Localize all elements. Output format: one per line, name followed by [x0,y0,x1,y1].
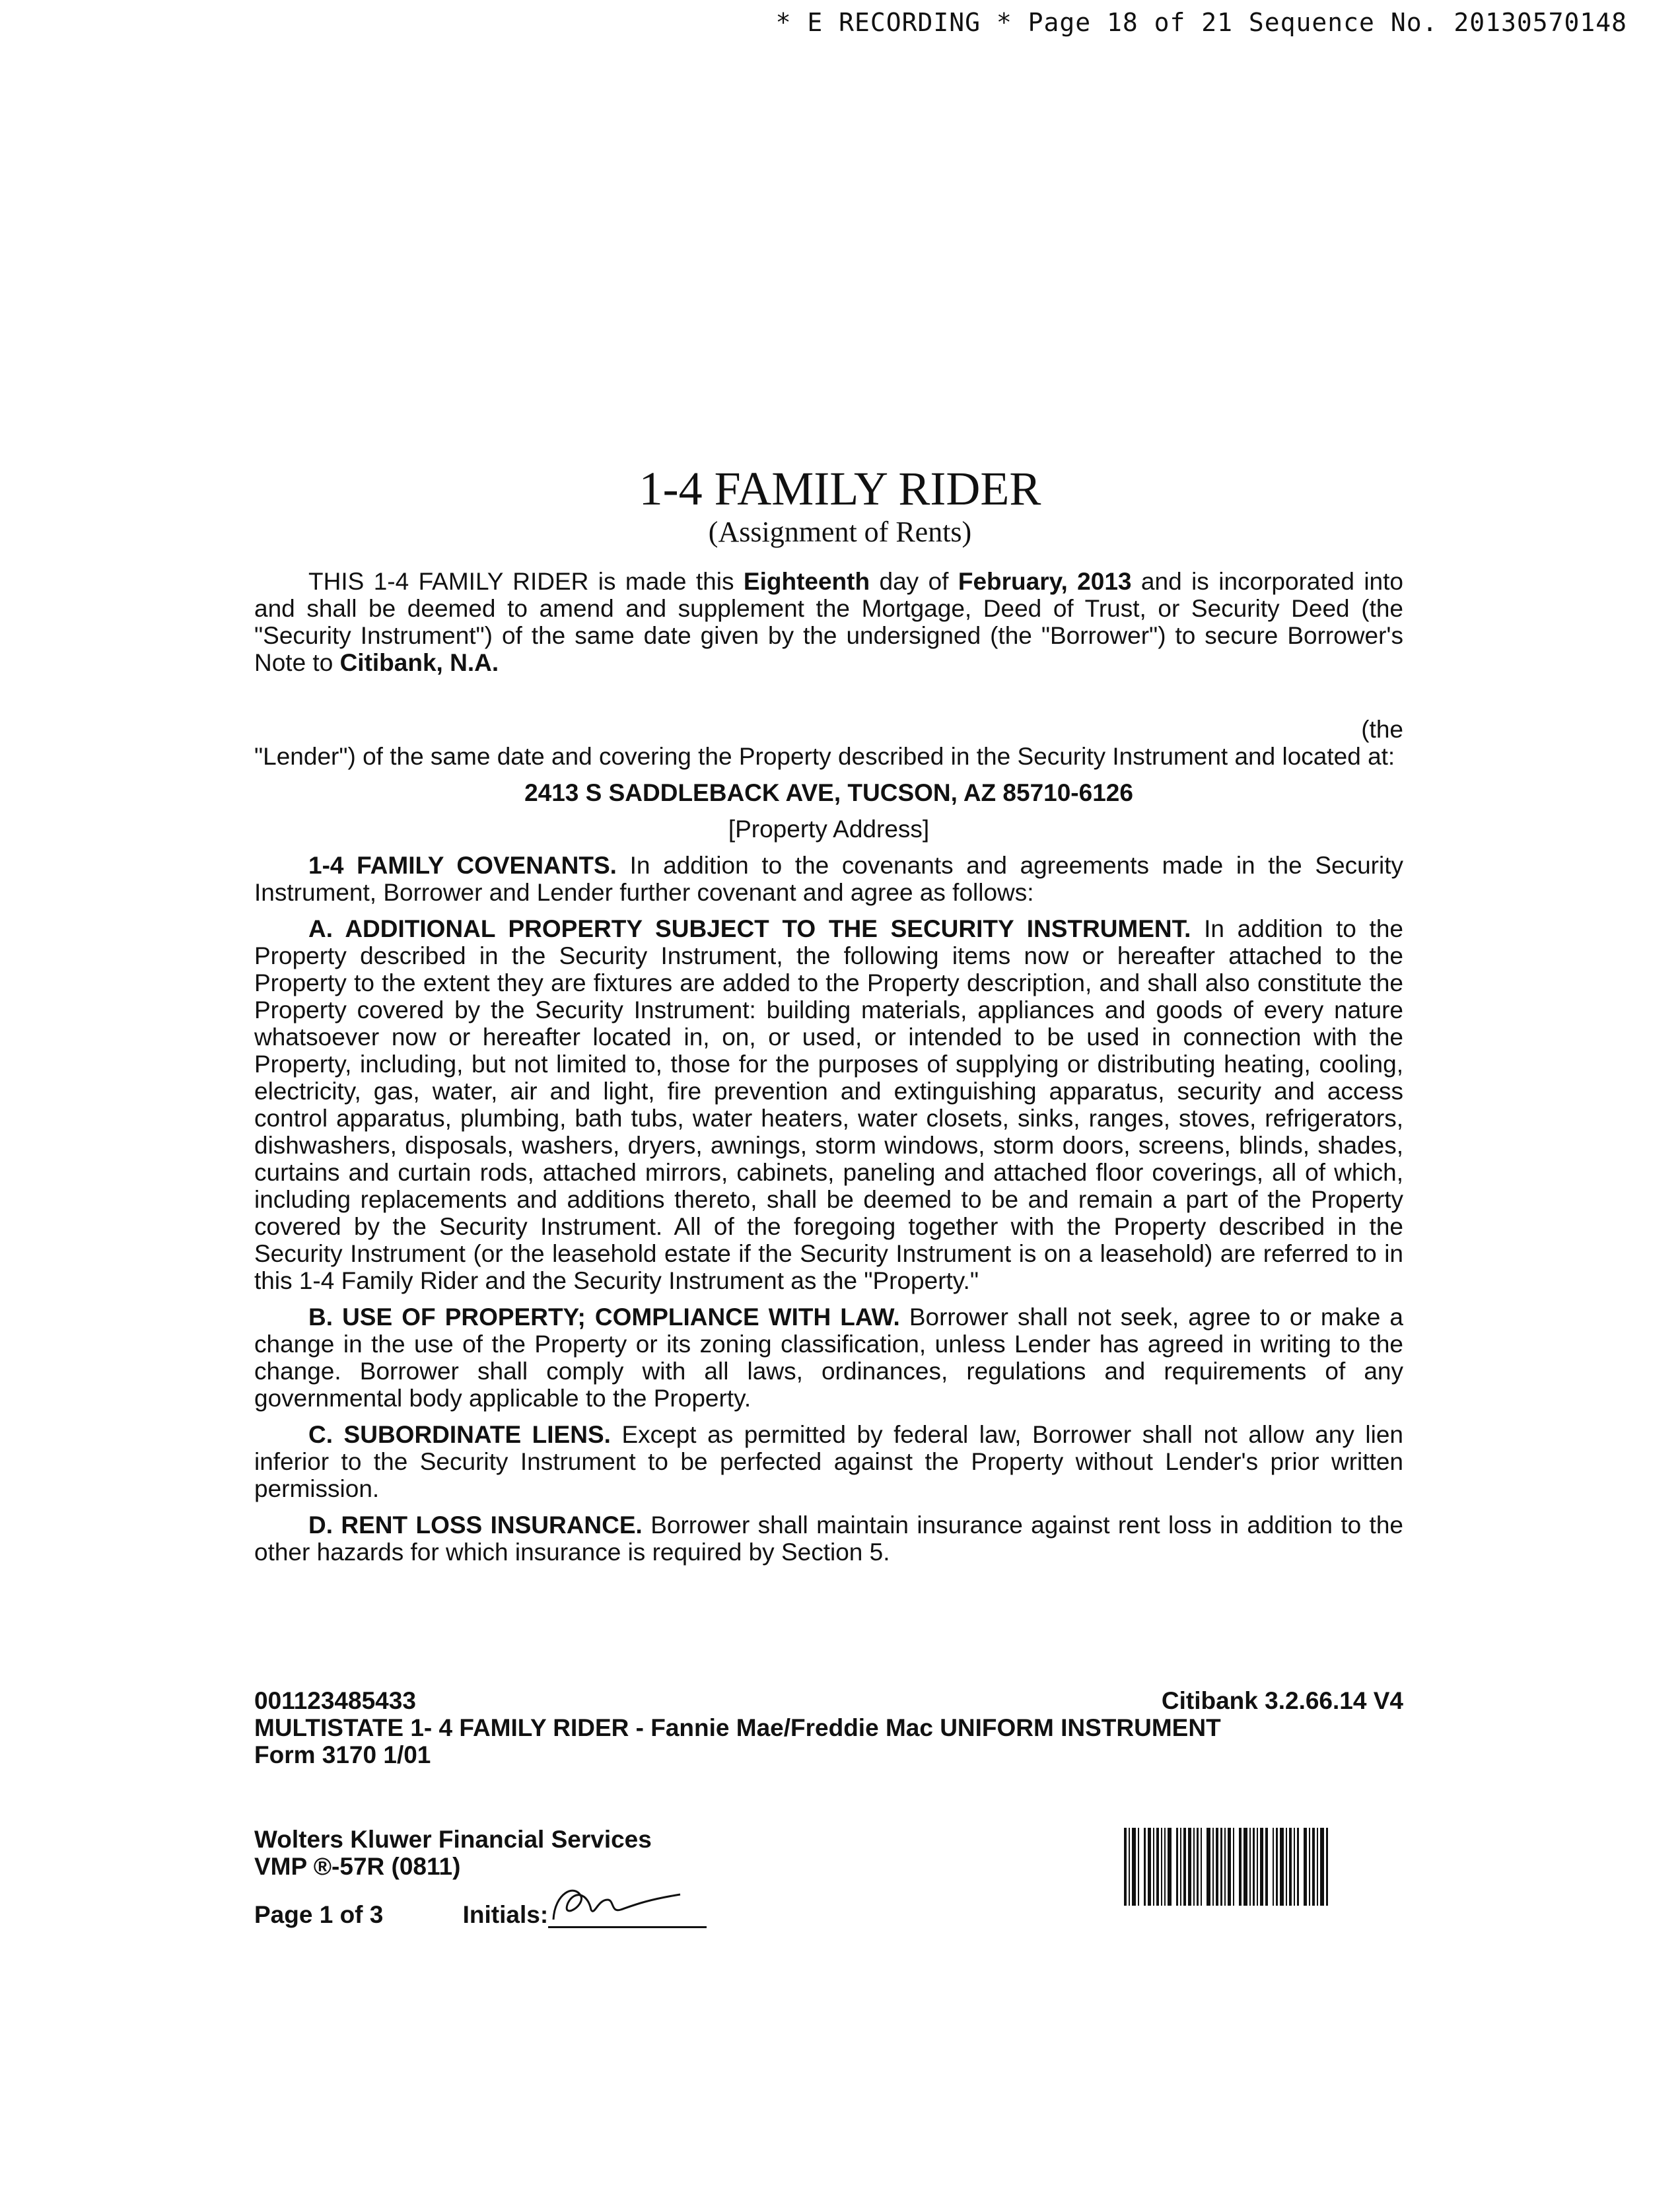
vendor-block [254,1826,707,1928]
barcode-bar [1326,1828,1328,1906]
barcode-bar [1148,1828,1151,1906]
barcode-bar [1304,1828,1307,1906]
rider-month-year: February, 2013 [958,568,1132,595]
barcode-bar [1228,1828,1231,1906]
section-d [254,1511,1403,1566]
section-c [254,1421,1403,1502]
barcode-bar [1183,1828,1186,1906]
intro-text-b: day of [870,568,958,595]
section-c-heading: C. SUBORDINATE LIENS. [308,1421,611,1448]
barcode-bar [1224,1828,1226,1906]
form-name: MULTISTATE 1- 4 FAMILY RIDER - Fannie Mae/Freddie Mac UNIFORM INSTRUMENT [254,1714,1221,1741]
barcode-bar [1188,1828,1191,1906]
barcode-bar [1273,1828,1274,1906]
barcode-bar [1207,1828,1210,1906]
barcode-bar [1216,1828,1218,1906]
vendor-company: Wolters Kluwer Financial Services [254,1826,652,1853]
barcode-bar [1197,1828,1199,1906]
barcode-bar [1260,1828,1263,1906]
barcode-bar [1153,1828,1154,1906]
vendor-code: VMP ®-57R (0811) [254,1853,461,1880]
section-b-heading: B. USE OF PROPERTY; COMPLIANCE WITH LAW. [308,1303,900,1331]
intro-paragraph [254,568,1403,676]
lender-name: Citibank, N.A. [339,649,499,676]
lender-paragraph: "Lender") of the same date and covering the Property described in the Security Instrument and located at: [254,743,1395,770]
property-address-caption: [Property Address] [728,816,930,843]
covenants-heading: 1-4 FAMILY COVENANTS. [308,852,617,879]
barcode-bar [1294,1828,1295,1906]
form-footer [254,1687,1403,1768]
barcode-bar [1253,1828,1255,1906]
barcode-bar [1309,1828,1310,1906]
barcode-bar [1193,1828,1195,1906]
barcode-bar [1280,1828,1284,1906]
barcode-bar [1124,1828,1127,1906]
barcode-bar [1289,1828,1292,1906]
barcode-bar [1156,1828,1159,1906]
intro-text-a: THIS 1-4 FAMILY RIDER is made this [308,568,744,595]
document-subtitle: (Assignment of Rents) [708,516,972,548]
loan-number: 001123485433 [254,1687,416,1714]
section-c-text: Except as permitted by federal law, Borrower shall not allow any lien inferior to the Security Instrument to be perfected against the Property without Lender's prior written permission. [254,1421,1403,1502]
barcode-bar [1233,1828,1234,1906]
barcode-bar [1312,1828,1315,1906]
barcode-bar [1161,1828,1162,1906]
section-d-heading: D. RENT LOSS INSURANCE. [308,1511,643,1539]
barcode-bar [1249,1828,1251,1906]
barcode-bar [1320,1828,1324,1906]
section-a [254,915,1403,1294]
document-title: 1-4 FAMILY RIDER [639,462,1041,515]
barcode-bar [1201,1828,1202,1906]
section-b [254,1303,1403,1412]
page-line [254,1880,707,1928]
initials-field [463,1880,707,1928]
barcode-bar [1132,1828,1136,1906]
covenants-text: In addition to the covenants and agreements made in the Security Instrument, Borrower and Lender further covenant and agree as follows: [254,852,1403,906]
rider-day: Eighteenth [743,568,870,595]
section-d-text: Borrower shall maintain insurance against rent loss in addition to the other hazards for which insurance is required by Section 5. [254,1511,1403,1566]
barcode-bar [1212,1828,1214,1906]
section-a-text: In addition to the Property described in the Security Instrument, the following items now or hereafter attached to the Property to the extent they are fixtures are added to the Property description, and shall also constitute the Property covered by the Security Instrument: building materials, appliances and goods of every nature whatsoever now or hereafter located in, on, or used, or intended to be used in connection with the Property, including, but not limited to, those for the purposes of supplying or distributing heating, cooling, electricity, gas, water, air and light, fire prevention and extinguishing apparatus, security and access control apparatus, plumbing, bath tubs, water heaters, water closets, sinks, ranges, stoves, refrigerators, dishwashers, disposals, washers, dryers, awnings, storm windows, storm doors, screens, blinds, shades, curtains and curtain rods, attached mirrors, cabinets, paneling and attached floor coverings, all of which, including replacements and additions thereto, shall be deemed to be and remain a part of the Property covered by the Security Instrument. All of the foregoing together with the Property described in the Security Instrument (or the leasehold estate if the Security Instrument is on a leasehold) are referred to in this 1-4 Family Rider and the Security Instrument as the "Property." [254,915,1403,1294]
intro-text-c: and is incorporated into and shall be deemed to amend and supplement the Mortgage, Deed of Trust, or Security Deed (the "Security Instrument") of the same date given by the undersigned (the "Borrower") to secure Borrower's Note to [254,568,1403,676]
section-a-heading: A. ADDITIONAL PROPERTY SUBJECT TO THE SECURITY INSTRUMENT. [308,915,1191,942]
barcode-bar [1286,1828,1287,1906]
form-version: Citibank 3.2.66.14 V4 [1161,1687,1403,1714]
barcode-bar [1220,1828,1222,1906]
barcode-bar [1239,1828,1242,1906]
barcode-bar [1138,1828,1139,1906]
barcode-bar [1164,1828,1166,1906]
barcode-bar [1176,1828,1178,1906]
barcode-bar [1180,1828,1181,1906]
recording-header: * E RECORDING * Page 18 of 21 Sequence No. 20130570148 [775,8,1627,37]
the-open: (the [1361,716,1403,743]
covenants-paragraph [254,852,1403,906]
signature-initials [548,1880,707,1928]
form-number: Form 3170 1/01 [254,1741,431,1768]
barcode-bar [1129,1828,1130,1906]
barcode-bar [1257,1828,1258,1906]
barcode-bar [1297,1828,1299,1906]
barcode-bar [1243,1828,1247,1906]
barcode-bar [1168,1828,1172,1906]
page-number: Page 1 of 3 [254,1901,384,1928]
property-address: 2413 S SADDLEBACK AVE, TUCSON, AZ 85710-6126 [524,779,1133,806]
barcode-bar [1265,1828,1268,1906]
barcode [1124,1828,1401,1906]
barcode-bar [1317,1828,1318,1906]
barcode-bar [1276,1828,1278,1906]
barcode-bar [1144,1828,1146,1906]
initials-label: Initials: [462,1901,549,1928]
section-b-text: Borrower shall not seek, agree to or make a change in the use of the Property or its zoning classification, unless Lender has agreed in writing to the change. Borrower shall comply with all laws, ordinances, regulations and requirements of any governmental body applicable to the Property. [254,1303,1403,1412]
document-body [254,568,1403,1575]
title-block [0,462,1680,549]
